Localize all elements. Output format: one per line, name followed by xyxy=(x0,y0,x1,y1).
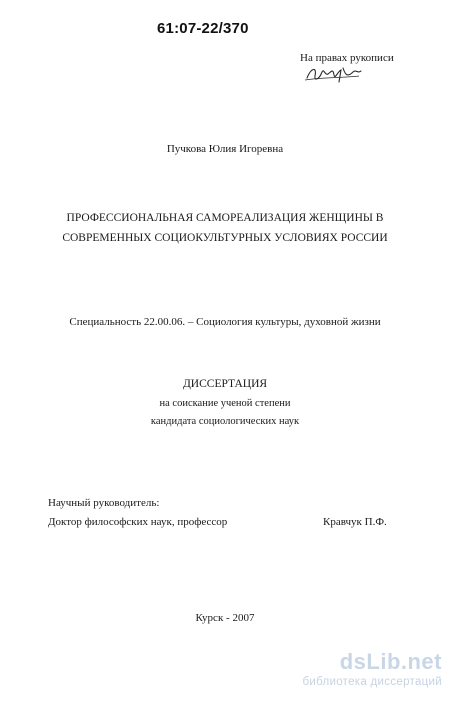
watermark-logo: dsLib.net xyxy=(339,649,442,674)
supervisor-title: Доктор философских наук, профессор xyxy=(48,516,228,528)
specialty: Специальность 22.00.06. – Социология культуры, духовной жизни xyxy=(69,316,381,328)
supervisor-label: Научный руководитель: xyxy=(48,497,160,509)
title-line-1: ПРОФЕССИОНАЛЬНАЯ САМОРЕАЛИЗАЦИЯ ЖЕНЩИНЫ В xyxy=(66,212,384,224)
watermark xyxy=(302,650,442,688)
supervisor-name: Кравчук П.Ф. xyxy=(323,516,387,528)
registration-number: 61:07-22/370 xyxy=(157,20,249,37)
degree-purpose-line-2: кандидата социологических наук xyxy=(150,416,300,427)
handwritten-signature xyxy=(303,62,363,86)
city-year: Курск - 2007 xyxy=(195,612,255,624)
document-type: ДИССЕРТАЦИЯ xyxy=(182,378,268,390)
watermark-tagline: библиотека диссертаций xyxy=(302,676,442,688)
dissertation-title xyxy=(0,208,450,248)
author-name: Пучкова Юлия Игоревна xyxy=(166,143,284,155)
degree-purpose-line-1: на соискание ученой степени xyxy=(159,398,291,409)
title-line-2: СОВРЕМЕННЫХ СОЦИОКУЛЬТУРНЫХ УСЛОВИЯХ РОССИИ xyxy=(62,232,388,244)
rights-notice: На правах рукописи xyxy=(300,52,394,64)
